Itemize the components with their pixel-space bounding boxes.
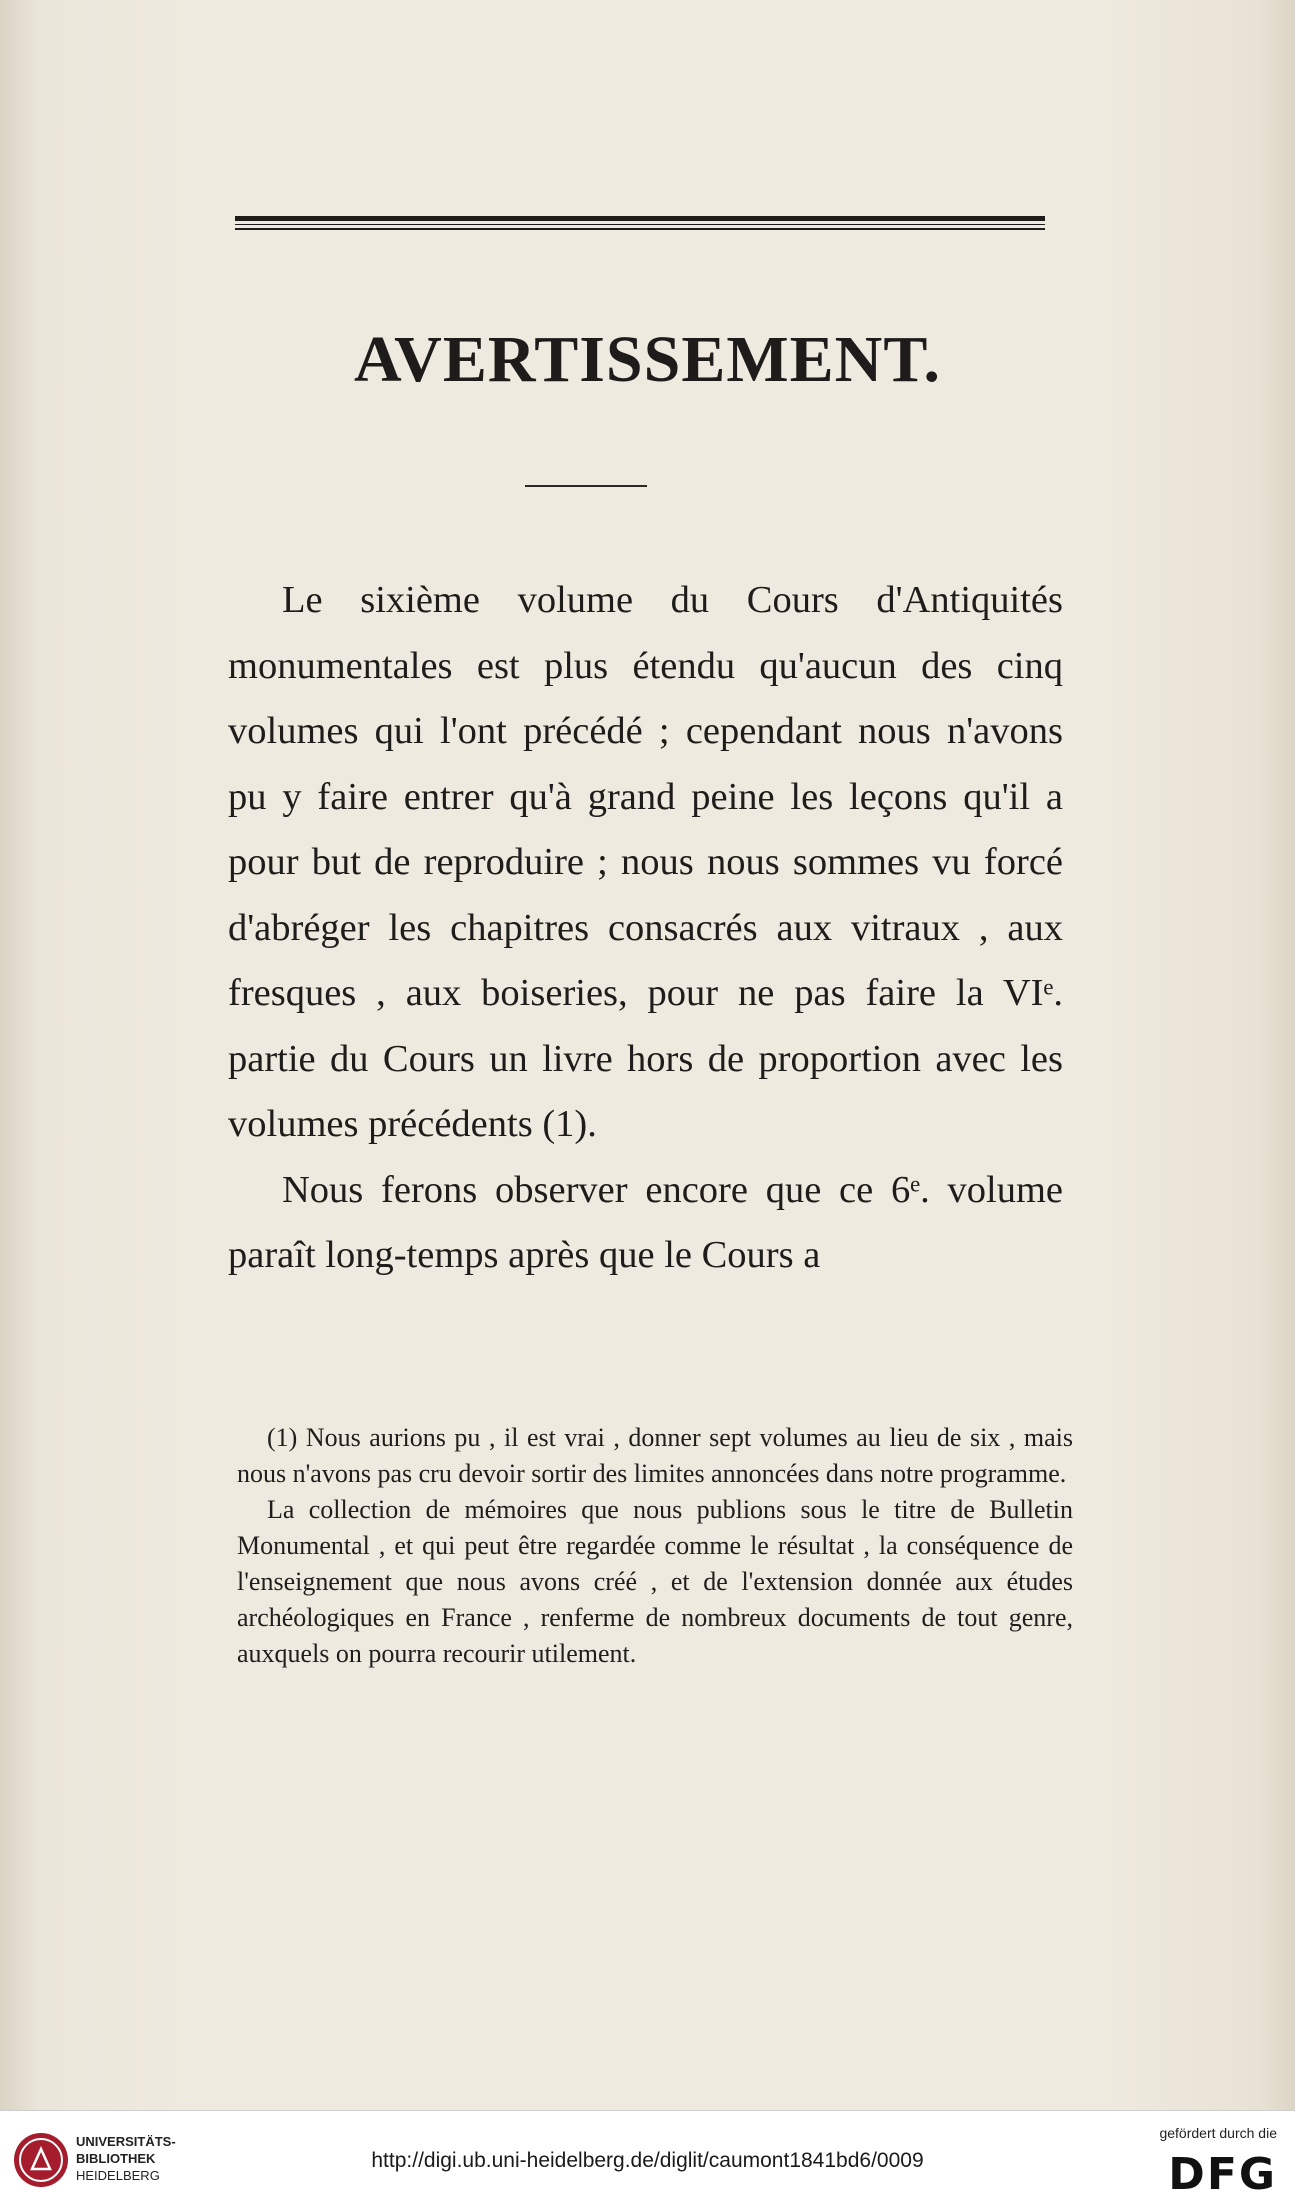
main-text: [228, 568, 1063, 1289]
page-url-link[interactable]: http://digi.ub.uni-heidelberg.de/diglit/caumont1841bd6/0009: [371, 2149, 924, 2172]
footnote: (1) Nous aurions pu , il est vrai , donner sept volumes au lieu de six , mais nous n'avons pas cru devoir sortir des limites annoncées dans notre programme.: [237, 1423, 1073, 1488]
footnotes: [237, 1420, 1073, 1672]
paragraph: Le sixième volume du Cours d'Antiquités monumentales est plus étendu qu'aucun des cinq volumes qui l'ont précédé ; cependant nous n'avons pu y faire entrer qu'à grand peine les leçons qu'il a pour but de reproduire ; nous nous sommes vu forcé d'abréger les chapitres consacrés aux vitraux , aux fresques , aux boiseries, pour ne pas faire la VIᵉ. partie du Cours un livre hors de proportion avec les volumes précédents (1).: [228, 579, 1063, 1145]
library-name-line: BIBLIOTHEK: [76, 2151, 156, 2166]
funding-label: gefördert durch die: [1159, 2125, 1277, 2141]
paragraph: Nous ferons observer encore que ce 6ᵉ. volume paraît long-temps après que le Cours a: [228, 1168, 1063, 1276]
library-name-line: UNIVERSITÄTS-: [76, 2134, 176, 2149]
viewer-footer: [0, 2110, 1295, 2209]
title-underline: [525, 485, 647, 487]
footnote: La collection de mémoires que nous publions sous le titre de Bulletin Monumental , et qui peut être regardée comme le résultat , la conséquence de l'enseignement que nous avons créé , et de l'extension donnée aux études archéologiques en France , renferme de nombreux documents de tout genre, auxquels on pourra recourir utilement.: [237, 1495, 1073, 1668]
header-rule-thin: [235, 224, 1045, 225]
page-title: AVERTISSEMENT.: [354, 323, 941, 396]
dfg-logo[interactable]: DFG: [1168, 2149, 1277, 2200]
header-rule-bottom: [235, 228, 1045, 230]
library-name-line: HEIDELBERG: [76, 2168, 160, 2183]
header-rule-thick: [235, 216, 1045, 221]
